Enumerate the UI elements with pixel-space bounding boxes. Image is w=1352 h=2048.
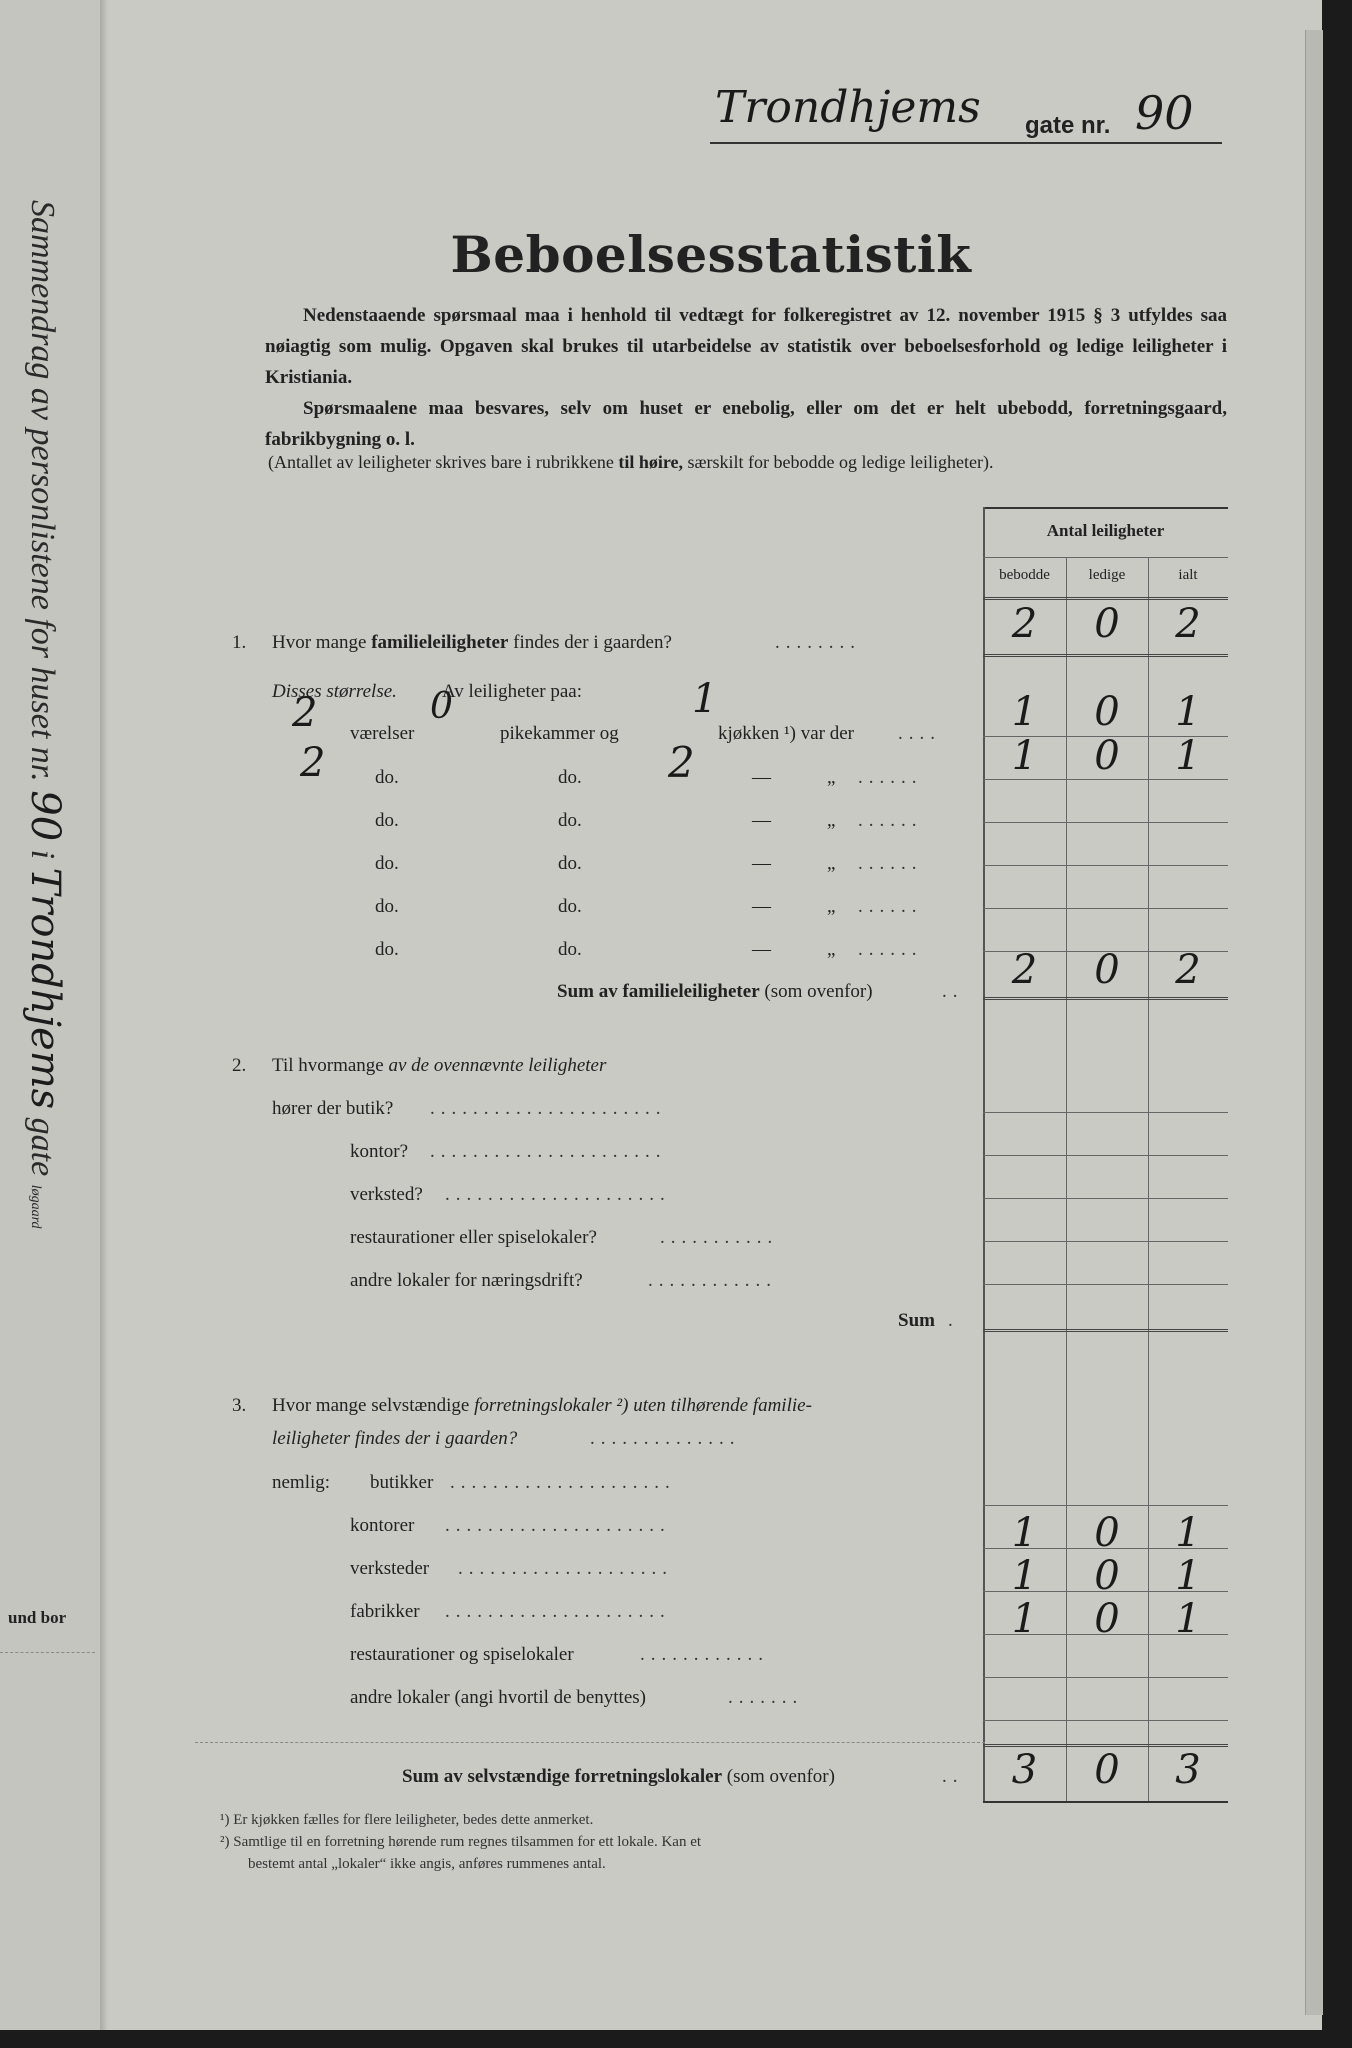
s1-q-c: findes der i gaarden? <box>508 632 672 653</box>
intro-p3-c: særskilt for bebodde og ledige leiligheter). <box>683 452 994 472</box>
s3-sum-ledige: 0 <box>1094 1747 1120 1793</box>
s1-r4-do-a: do. <box>375 853 399 874</box>
s1-r1-vaerelser: værelser <box>350 723 415 744</box>
intro-p3-b: til høire, <box>618 452 684 472</box>
s2-q-a: Til hvormange <box>272 1055 389 1076</box>
s3-fabrikker-bebodde: 1 <box>1011 1596 1038 1642</box>
line-o <box>983 1329 1228 1332</box>
s1-leader: ........ <box>775 632 861 653</box>
s3-item-butikker: butikker <box>370 1472 434 1493</box>
line-g <box>983 908 1228 909</box>
footnote-2a: ²) Samtlige til en forretning hørende rum regnes tilsammen for ett lokale. Kan et <box>220 1834 702 1850</box>
s2-question <box>272 1055 606 1077</box>
s1-r1-leader: .... <box>898 723 941 744</box>
s1-total-ledige: 0 <box>1094 601 1120 647</box>
s3-q-leader: .............. <box>590 1428 741 1449</box>
s3-sum-b: (som ovenfor) <box>722 1766 835 1787</box>
s1-r5-do-b: do. <box>558 896 582 917</box>
s1-r1-bebodde: 1 <box>1011 689 1038 735</box>
s3-fabrikker-leader: ..................... <box>445 1601 671 1622</box>
s3-verksteder-ledige: 0 <box>1094 1553 1120 1599</box>
s1-r1-pikekammer: pikekammer og <box>500 723 619 744</box>
s1-r4-leader: ...... <box>858 853 923 874</box>
s1-total-ialt: 2 <box>1175 601 1201 647</box>
s2-number: 2. <box>232 1055 247 1076</box>
s2-butik-leader: ...................... <box>430 1098 667 1119</box>
s1-r2-ledige: 0 <box>1094 733 1120 779</box>
summary-mid-print: i <box>24 849 61 860</box>
s1-r3-leader: ...... <box>858 810 923 831</box>
s1-r2-dash: — <box>752 767 771 788</box>
s1-r5-dash: — <box>752 896 771 917</box>
intro-paragraph-2: Spørsmaalene maa besvares, selv om huset er enebolig, eller om det er helt ubebodd, forretningsgaard, fabrikbygning o. l. <box>265 398 1227 450</box>
s1-sizes-sub: Av leiligheter paa: <box>442 681 582 702</box>
footnote-2b: bestemt antal „lokaler“ ikke angis, anføres rummenes antal. <box>248 1856 606 1872</box>
s2-q-b: av de ovennævnte leiligheter <box>388 1055 607 1076</box>
table-bottom-line <box>983 1801 1228 1803</box>
s1-r1-rooms-hw: 2 <box>292 690 318 736</box>
s1-r2-do-a: do. <box>375 767 399 788</box>
line-f <box>983 865 1228 866</box>
s2-item-andre: andre lokaler for næringsdrift? <box>350 1270 583 1291</box>
table-top-line <box>983 507 1228 509</box>
summary-print: Sammendrag av personlistene for huset nr. <box>24 200 61 782</box>
s1-r6-leader: ...... <box>858 939 923 960</box>
s1-r2-bebodde: 1 <box>1011 733 1038 779</box>
s3-kontorer-ialt: 1 <box>1175 1510 1201 1556</box>
s1-sum <box>557 981 873 1003</box>
s1-r6-do-a: do. <box>375 939 399 960</box>
s3-sum-leader: .. <box>942 1766 964 1787</box>
summary-hw-street: Trondhjems <box>22 867 68 1110</box>
s1-r3-quote: „ <box>827 810 836 831</box>
table-head-divider <box>983 557 1228 558</box>
col-ledige: ledige <box>1088 567 1126 583</box>
s3-sum <box>402 1766 835 1788</box>
s3-item-andre: andre lokaler (angi hvortil de benyttes) <box>350 1687 646 1708</box>
s1-r2-leader: ...... <box>858 767 923 788</box>
s1-r1-kjokken: kjøkken ¹) var der <box>718 723 855 744</box>
s3-andre-leader: ....... <box>728 1687 804 1708</box>
line-b <box>983 654 1228 657</box>
s3-fabrikker-ledige: 0 <box>1094 1596 1120 1642</box>
s1-sum-ialt: 2 <box>1175 947 1201 993</box>
gate-underline <box>710 142 1222 144</box>
s3-fabrikker-ialt: 1 <box>1175 1596 1201 1642</box>
s1-r2-rooms-hw: 2 <box>300 740 326 786</box>
line-a <box>983 597 1228 600</box>
s3-q-b: forretningslokaler ²) uten tilhørende familie- <box>474 1395 812 1416</box>
s3-verksteder-ialt: 1 <box>1175 1553 1201 1599</box>
s1-r5-leader: ...... <box>858 896 923 917</box>
s1-r4-do-b: do. <box>558 853 582 874</box>
line-i <box>983 997 1228 1000</box>
section-separator <box>195 1742 985 1743</box>
s1-r4-quote: „ <box>827 853 836 874</box>
s3-item-restaurationer: restaurationer og spiselokaler <box>350 1644 574 1665</box>
s1-r3-do-a: do. <box>375 810 399 831</box>
s1-sum-leader: .. <box>942 981 964 1002</box>
intro-paragraph-1: Nedenstaaende spørsmaal maa i henhold til vedtægt for folkeregistret av 12. november 1915 § 3 utfyldes saa nøiagtig som mulig. Opgaven skal brukes til utarbeidelse av statistik over beboelsesforhold og ledige leiligheter i Kristiania. <box>265 305 1227 388</box>
s1-sizes-label: Disses størrelse. <box>272 681 397 702</box>
line-e <box>983 822 1228 823</box>
s3-sum-bebodde: 3 <box>1011 1747 1038 1793</box>
s1-r1-maid-hw: 0 <box>430 686 453 727</box>
s3-sum-a: Sum av selvstændige forretningslokaler <box>402 1766 723 1787</box>
s3-nemlig: nemlig: <box>272 1472 331 1493</box>
s2-verksted-leader: ..................... <box>445 1184 671 1205</box>
s1-total-bebodde: 2 <box>1011 601 1038 647</box>
s3-kontorer-bebodde: 1 <box>1011 1510 1038 1556</box>
s3-q-a: Hvor mange selvstændige <box>272 1395 475 1416</box>
s3-sum-ialt: 3 <box>1175 1747 1201 1793</box>
page-title: Beboelsesstatistik <box>450 225 972 284</box>
s1-r3-dash: — <box>752 810 771 831</box>
intro-p3-a: (Antallet av leiligheter skrives bare i rubrikkene <box>268 452 619 472</box>
s1-sum-bebodde: 2 <box>1011 947 1038 993</box>
s1-r6-quote: „ <box>827 939 836 960</box>
s3-number: 3. <box>232 1395 247 1416</box>
s2-kontor-leader: ...................... <box>430 1141 667 1162</box>
s3-kontorer-leader: ..................... <box>445 1515 671 1536</box>
line-n <box>983 1284 1228 1285</box>
s1-r5-quote: „ <box>827 896 836 917</box>
s2-andre-leader: ............ <box>648 1270 777 1291</box>
count-table <box>983 507 1228 1803</box>
line-u <box>983 1720 1228 1721</box>
s1-r1-ledige: 0 <box>1094 689 1120 735</box>
s1-sum-b: (som ovenfor) <box>759 981 873 1002</box>
s3-kontorer-ledige: 0 <box>1094 1510 1120 1556</box>
s2-sum: Sum <box>898 1310 935 1331</box>
summary-divider <box>0 1652 95 1653</box>
s2-item-restaurationer: restaurationer eller spiselokaler? <box>350 1227 597 1248</box>
s3-verksteder-leader: .................... <box>458 1558 673 1579</box>
summary-strip <box>0 0 102 2030</box>
s1-r1-ialt: 1 <box>1175 689 1201 735</box>
s1-q-b: familieleiligheter <box>371 632 509 653</box>
col-bebodde: bebodde <box>999 567 1050 583</box>
street-handwritten: Trondhjems <box>715 82 981 133</box>
table-title: Antal leiligheter <box>1046 521 1165 540</box>
line-t <box>983 1677 1228 1678</box>
line-j <box>983 1112 1228 1113</box>
s3-verksteder-bebodde: 1 <box>1011 1553 1038 1599</box>
s2-item-verksted: verksted? <box>350 1184 423 1205</box>
s3-butikker-leader: ..................... <box>450 1472 676 1493</box>
s1-r4-dash: — <box>752 853 771 874</box>
line-k <box>983 1155 1228 1156</box>
s2-restaurationer-leader: ........... <box>660 1227 779 1248</box>
s1-r2-ialt: 1 <box>1175 733 1201 779</box>
s3-item-verksteder: verksteder <box>350 1558 430 1579</box>
summary-tag: løgaard <box>28 1184 43 1229</box>
s2-sum-leader: . <box>948 1310 959 1331</box>
s1-question <box>272 632 672 654</box>
s1-r2-quote: „ <box>827 767 836 788</box>
col-ialt: ialt <box>1178 567 1198 583</box>
s2-item-butik: hører der butik? <box>272 1098 394 1119</box>
summary-gate-label: gate <box>24 1117 61 1177</box>
s3-question-line1 <box>272 1395 812 1417</box>
line-l <box>983 1198 1228 1199</box>
s3-restaurationer-leader: ............ <box>640 1644 769 1665</box>
s1-r1-kitchen-hw: 1 <box>692 676 718 722</box>
summary-vertical-text <box>22 200 68 1500</box>
s1-r2-kitchen-hw: 2 <box>668 738 695 787</box>
s3-question-line2: leiligheter findes der i gaarden? <box>272 1428 518 1449</box>
s1-r6-dash: — <box>752 939 771 960</box>
s1-r2-do-b: do. <box>558 767 582 788</box>
page-fold <box>100 0 108 2030</box>
s3-item-kontorer: kontorer <box>350 1515 415 1536</box>
s1-r5-do-a: do. <box>375 896 399 917</box>
s1-number: 1. <box>232 632 247 653</box>
s1-sum-ledige: 0 <box>1094 947 1120 993</box>
line-m <box>983 1241 1228 1242</box>
number-handwritten: 90 <box>1135 86 1194 140</box>
line-p <box>983 1505 1228 1506</box>
intro-paragraph-3 <box>268 452 993 473</box>
summary-bottom-label: und bor <box>8 1608 67 1627</box>
line-d <box>983 779 1228 780</box>
s1-r3-do-b: do. <box>558 810 582 831</box>
summary-hw-number: 90 <box>22 790 68 842</box>
s1-q-a: Hvor mange <box>272 632 372 653</box>
footnote-1: ¹) Er kjøkken fælles for flere leiligheter, bedes dette anmerket. <box>220 1812 594 1828</box>
s1-r6-do-b: do. <box>558 939 582 960</box>
page-edge <box>1305 30 1323 2015</box>
s1-sum-a: Sum av familieleiligheter <box>557 981 760 1002</box>
s2-item-kontor: kontor? <box>350 1141 409 1162</box>
gate-label: gate nr. <box>1025 112 1111 139</box>
s3-item-fabrikker: fabrikker <box>350 1601 420 1622</box>
